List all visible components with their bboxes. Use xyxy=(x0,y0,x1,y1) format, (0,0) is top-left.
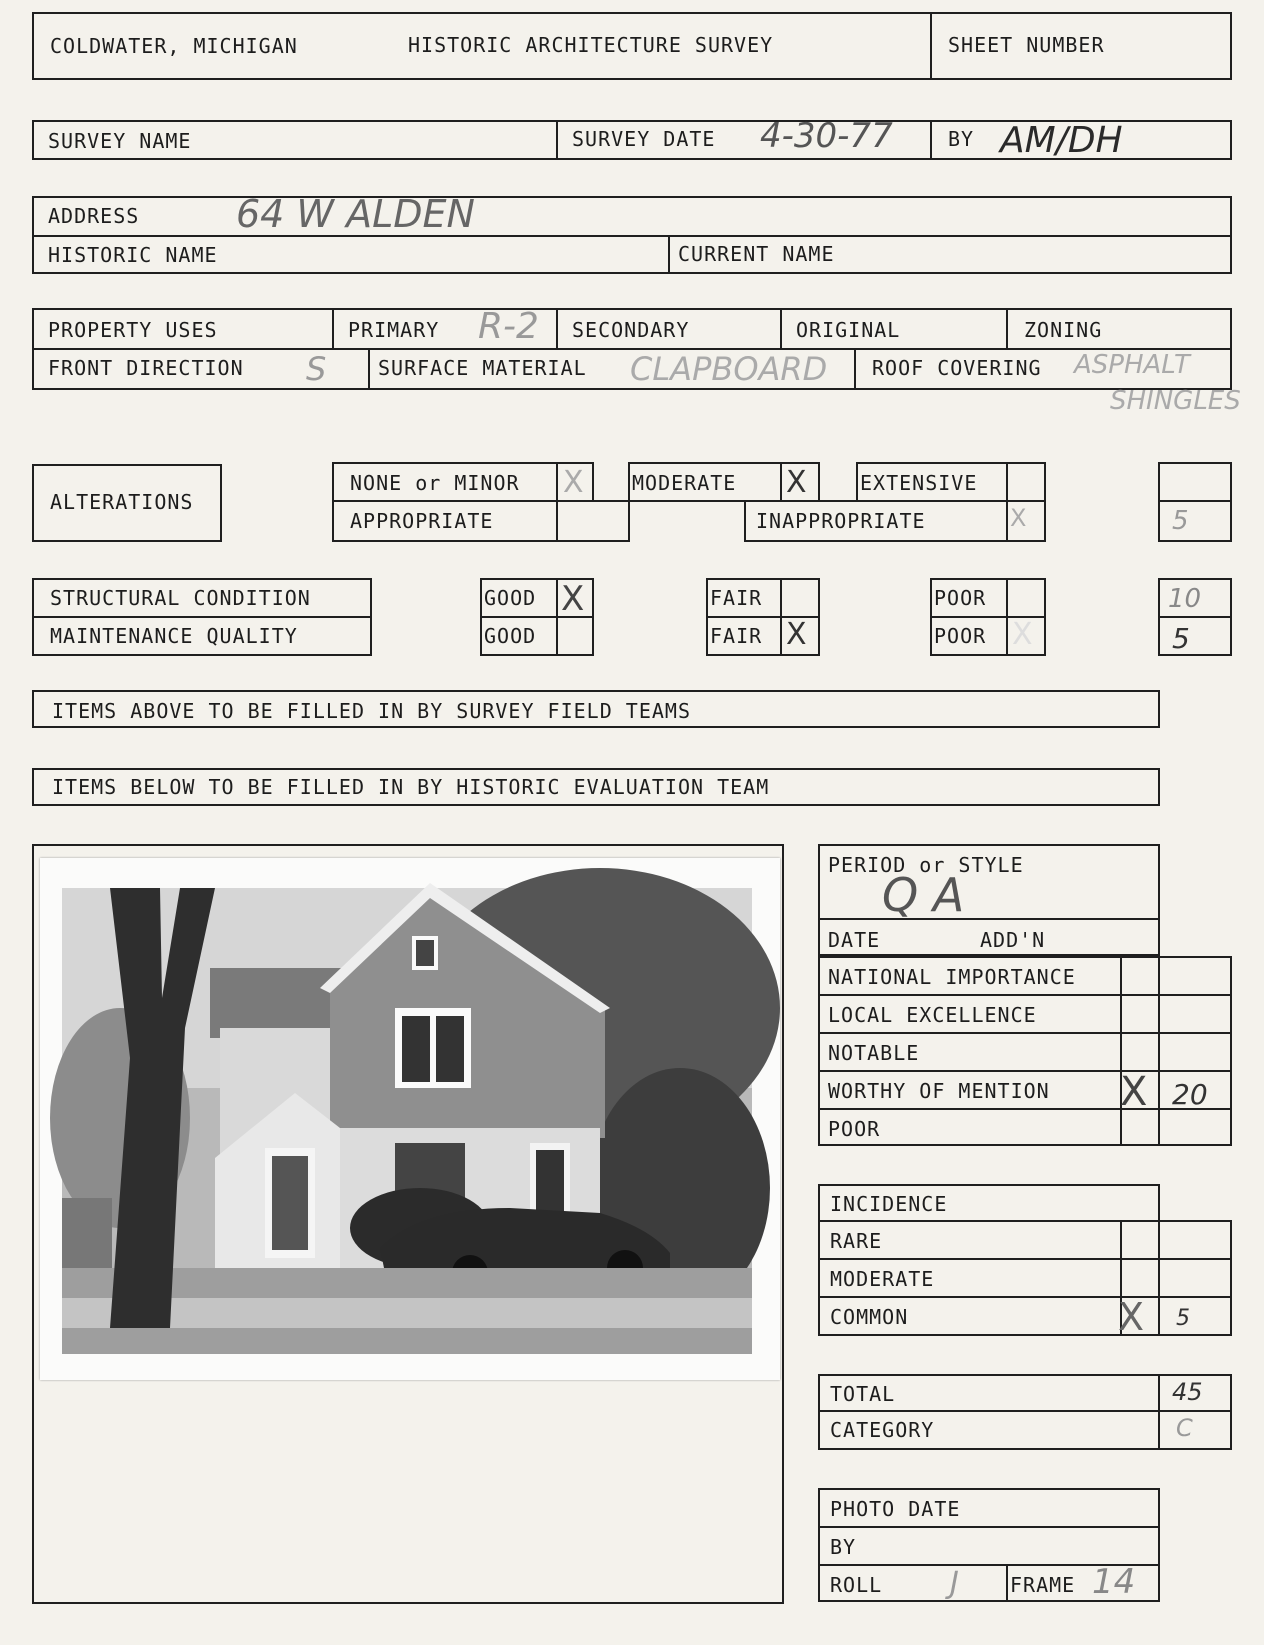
notable-label: NOTABLE xyxy=(828,1041,920,1065)
none-minor-label: NONE or MINOR xyxy=(350,471,520,495)
maintenance-poor-check: X xyxy=(1012,617,1033,652)
divider xyxy=(1158,956,1160,1146)
divider xyxy=(818,1410,1232,1412)
divider xyxy=(1120,956,1122,1146)
roof-covering-value-1: ASPHALT xyxy=(1074,350,1190,380)
address-label: ADDRESS xyxy=(48,204,140,228)
structural-good-check: X xyxy=(561,579,585,619)
structural-condition-label: STRUCTURAL CONDITION xyxy=(50,586,311,610)
front-direction-label: FRONT DIRECTION xyxy=(48,356,244,380)
divider xyxy=(1158,500,1232,502)
by-value: AM/DH xyxy=(1000,120,1123,161)
address-value: 64 W ALDEN xyxy=(236,192,475,236)
local-excellence-label: LOCAL EXCELLENCE xyxy=(828,1003,1037,1027)
divider xyxy=(556,308,558,348)
divider xyxy=(818,1032,1232,1034)
total-value: 45 xyxy=(1172,1378,1203,1406)
addn-label: ADD'N xyxy=(980,928,1046,952)
roll-label: ROLL xyxy=(830,1573,883,1597)
photo-by-label: BY xyxy=(830,1535,857,1559)
maintenance-poor-label: POOR xyxy=(934,624,987,648)
eval-poor-label: POOR xyxy=(828,1117,881,1141)
original-label: ORIGINAL xyxy=(796,318,901,342)
divider xyxy=(780,462,782,502)
maintenance-fair-label: FAIR xyxy=(710,624,763,648)
divider xyxy=(780,308,782,348)
rare-label: RARE xyxy=(830,1229,883,1253)
secondary-label: SECONDARY xyxy=(572,318,690,342)
primary-value: R-2 xyxy=(478,306,539,347)
alterations-score-box xyxy=(1158,462,1232,542)
structural-fair-label: FAIR xyxy=(710,586,763,610)
divider xyxy=(1006,578,1008,656)
survey-date-value: 4-30-77 xyxy=(760,116,893,156)
divider xyxy=(1006,1564,1008,1602)
divider xyxy=(556,120,558,160)
property-uses-label: PROPERTY USES xyxy=(48,318,218,342)
frame-label: FRAME xyxy=(1010,1573,1076,1597)
notes-below: ITEMS BELOW TO BE FILLED IN BY HISTORIC EVALUATION TEAM xyxy=(52,775,770,799)
extensive-label: EXTENSIVE xyxy=(860,471,978,495)
structural-score: 10 xyxy=(1168,584,1202,614)
category-value: C xyxy=(1176,1414,1193,1442)
structural-poor-label: POOR xyxy=(934,586,987,610)
survey-title: HISTORIC ARCHITECTURE SURVEY xyxy=(408,33,774,57)
category-label: CATEGORY xyxy=(830,1418,935,1442)
maintenance-score: 5 xyxy=(1172,622,1190,655)
surface-material-value: CLAPBOARD xyxy=(630,350,828,388)
by-label: BY xyxy=(948,127,975,151)
survey-date-label: SURVEY DATE xyxy=(572,127,716,151)
maintenance-quality-label: MAINTENANCE QUALITY xyxy=(50,624,298,648)
inappropriate-label: INAPPROPRIATE xyxy=(756,509,926,533)
divider xyxy=(818,1296,1232,1298)
divider xyxy=(818,1258,1232,1260)
worthy-check: X xyxy=(1120,1069,1148,1115)
surface-material-label: SURFACE MATERIAL xyxy=(378,356,587,380)
moderate-label: MODERATE xyxy=(632,471,737,495)
house-photo-image xyxy=(40,858,780,1380)
roll-value: J xyxy=(950,1566,959,1601)
divider xyxy=(368,348,370,390)
divider xyxy=(818,1108,1232,1110)
worthy-score: 20 xyxy=(1172,1078,1208,1111)
photo-date-label: PHOTO DATE xyxy=(830,1497,961,1521)
primary-label: PRIMARY xyxy=(348,318,440,342)
city-label: COLDWATER, MICHIGAN xyxy=(50,34,298,58)
historic-name-label: HISTORIC NAME xyxy=(48,243,218,267)
divider xyxy=(818,1526,1160,1528)
divider xyxy=(556,578,558,656)
header-divider xyxy=(930,12,932,80)
common-check: X xyxy=(1118,1295,1145,1339)
zoning-label: ZONING xyxy=(1024,318,1103,342)
none-minor-check: X xyxy=(563,465,584,500)
common-score: 5 xyxy=(1176,1306,1190,1331)
worthy-label: WORTHY OF MENTION xyxy=(828,1079,1050,1103)
front-direction-value: S xyxy=(306,350,327,388)
structural-good-label: GOOD xyxy=(484,586,537,610)
frame-value: 14 xyxy=(1092,1562,1136,1602)
maintenance-good-label: GOOD xyxy=(484,624,537,648)
alterations-score: 5 xyxy=(1172,506,1189,536)
roof-covering-label: ROOF COVERING xyxy=(872,356,1042,380)
roof-covering-value-2: SHINGLES xyxy=(1110,386,1241,416)
inappropriate-check: X xyxy=(1010,504,1027,532)
divider xyxy=(32,235,1232,237)
appropriate-label: APPROPRIATE xyxy=(350,509,494,533)
alterations-label: ALTERATIONS xyxy=(50,490,194,514)
divider xyxy=(818,918,1160,920)
notes-above: ITEMS ABOVE TO BE FILLED IN BY SURVEY FIELD TEAMS xyxy=(52,699,692,723)
divider xyxy=(1158,616,1232,618)
divider xyxy=(1006,308,1008,348)
divider xyxy=(332,308,334,348)
incidence-label: INCIDENCE xyxy=(830,1192,948,1216)
moderate-check: X xyxy=(786,465,807,500)
divider xyxy=(930,120,932,160)
sheet-number-label: SHEET NUMBER xyxy=(948,33,1105,57)
period-value: Q A xyxy=(882,868,965,922)
divider xyxy=(668,235,670,274)
current-name-label: CURRENT NAME xyxy=(678,242,835,266)
divider xyxy=(1158,1220,1160,1336)
total-label: TOTAL xyxy=(830,1382,896,1406)
divider xyxy=(818,994,1232,996)
incidence-moderate-label: MODERATE xyxy=(830,1267,935,1291)
divider xyxy=(780,578,782,656)
national-importance-label: NATIONAL IMPORTANCE xyxy=(828,965,1076,989)
divider xyxy=(854,348,856,390)
divider xyxy=(32,616,372,618)
date-label: DATE xyxy=(828,928,881,952)
period-label: PERIOD or STYLE xyxy=(828,853,1024,877)
divider xyxy=(818,1070,1232,1072)
divider xyxy=(1158,1374,1160,1450)
house-photo xyxy=(40,858,780,1380)
common-label: COMMON xyxy=(830,1305,909,1329)
maintenance-fair-check: X xyxy=(786,617,807,652)
survey-name-label: SURVEY NAME xyxy=(48,129,192,153)
